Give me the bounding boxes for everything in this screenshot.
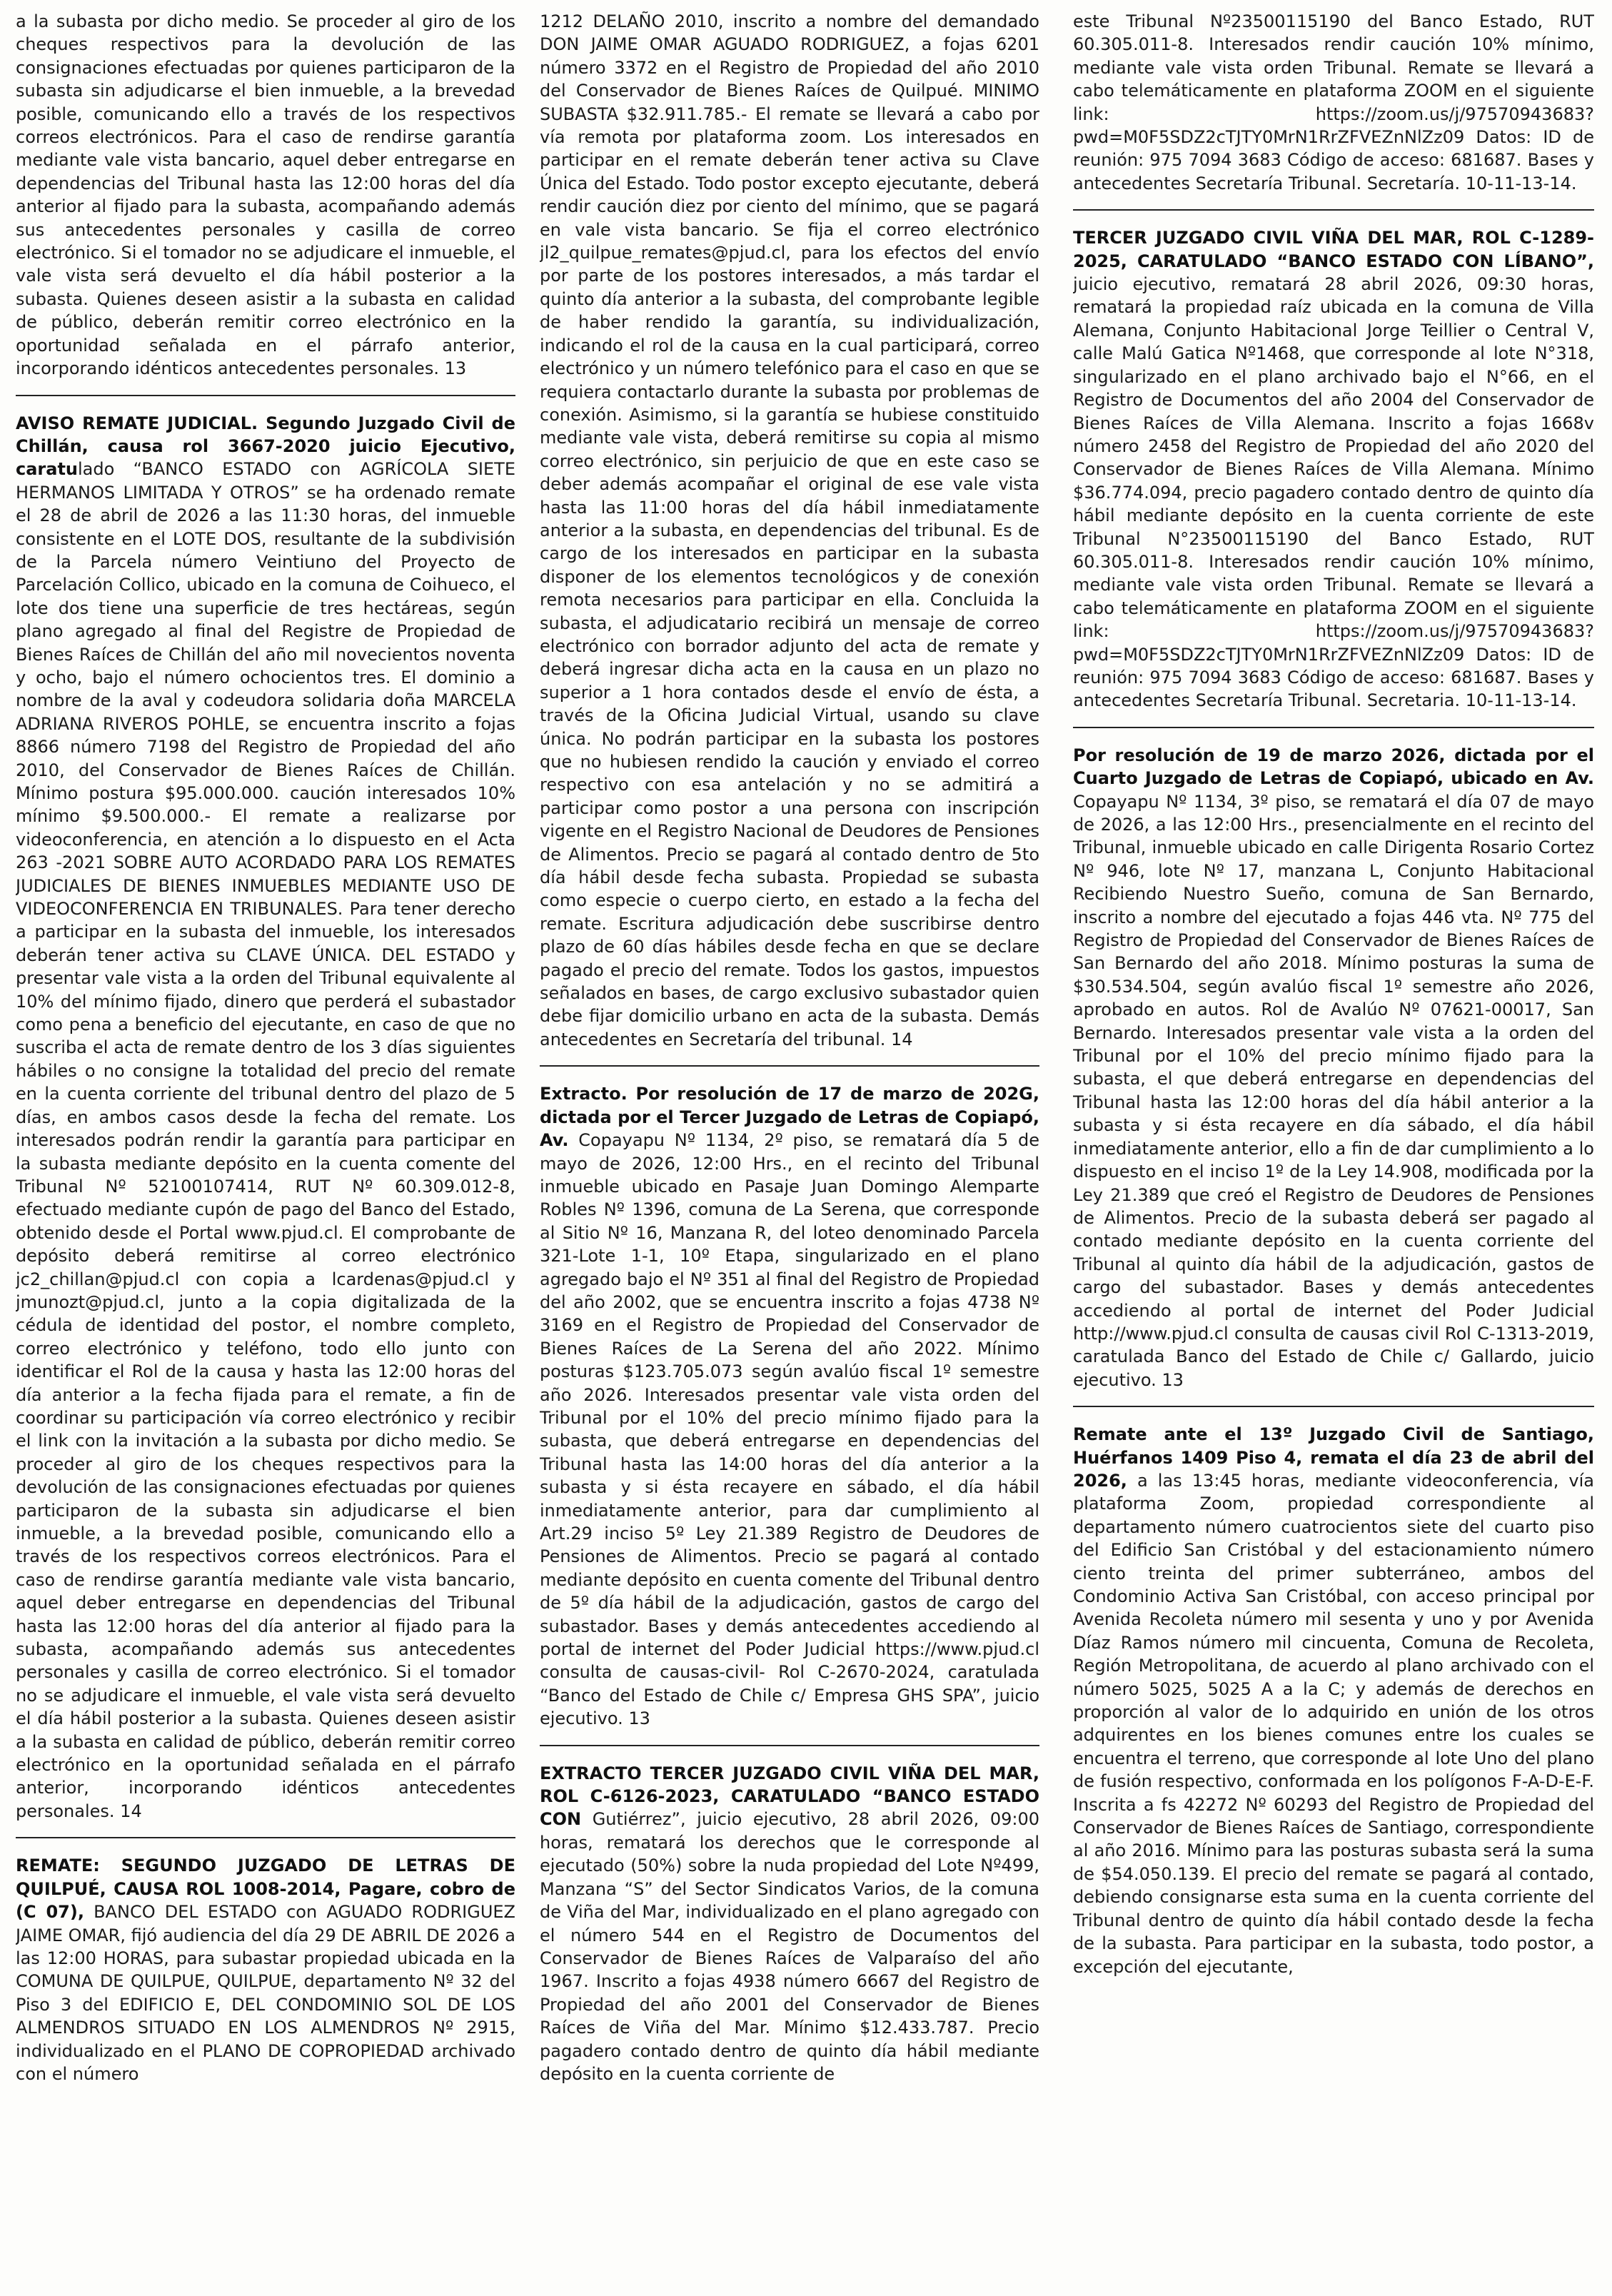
notice-cuarto-copiapo bbox=[1073, 744, 1594, 1391]
notice-text: a las 13:45 horas, mediante videoconferencia, vía plataforma Zoom, propiedad correspondiente al departamento número cuatrocientos siete del cuarto piso del Edificio San Cristóbal y del estacionamiento número ciento treinta del primer subterráneo, ambos del Condominio Activa San Cristóbal, con acceso principal por Avenida Recoleta número mil sesenta y uno y por Avenida Díaz Ramos número mil cincuenta, Comuna de Recoleta, Región Metropolitana, de acuerdo al plano archivado con el número 5025, 5025 A a la C; y además de derechos en proporción al valor de lo adquirido en unión de los otros adquirentes en los bienes comunes entre los cuales se encuentra el terreno, que corresponde al lote Uno del plano de fusión respectivo, conformada en los polígonos F-A-D-E-F. Inscrita a fs 42272 Nº 60293 del Registro de Propiedad del Conservador de Bienes Raíces de Santiago, correspondiente al año 2016. Mínimo para las posturas subasta será la suma de $54.050.139. El precio del remate se pagará al contado, debiendo consignarse esta suma en la cuenta corriente del Tribunal dentro de quinto día hábil contado desde la fecha de la subasta. Para participar en la subasta, todo postor, a excepción del ejecutante, bbox=[1073, 1470, 1594, 1977]
notice-divider bbox=[540, 1065, 1039, 1067]
notice-divider bbox=[16, 395, 515, 396]
notice-extracto-copiapo bbox=[540, 1082, 1039, 1730]
notice-heading: TERCER JUZGADO CIVIL VIÑA DEL MAR, ROL C-1289-2025, CARATULADO “BANCO ESTADO CON LÍBANO”, bbox=[1073, 228, 1594, 271]
column-3 bbox=[1073, 10, 1594, 2280]
notice-heading: EXTRACTO TERCER JUZGADO CIVIL VIÑA DEL MAR, ROL C-6126-2023, CARATULADO “BANCO ESTADO CON bbox=[540, 1763, 1039, 1830]
notice-santiago-13 bbox=[1073, 1423, 1594, 1978]
notice-heading: Extracto. Por resolución de 17 de marzo de 202G, dictada por el Tercer Juzgado de Letras de Copiapó, Av. bbox=[540, 1084, 1039, 1151]
notice-continuation bbox=[16, 10, 515, 381]
notice-text: lado “BANCO ESTADO con AGRÍCOLA SIETE HERMANOS LIMITADA Y OTROS” se ha ordenado remate el 28 de abril de 2026 a las 11:30 horas, del inmueble consistente en el LOTE DOS, resultante de la subdivisión de la Parcela número Veintiuno del Proyecto de Parcelación Collico, ubicado en la comuna de Coihueco, el lote dos tiene una superficie de tres hectáreas, según plano agregado al final del Registre de Propiedad de Bienes Raíces de Chillán del año mil novecientos noventa y ocho, bajo el número ochocientos tres. El dominio a nombre de la aval y codeudora solidaria doña MARCELA ADRIANA RIVEROS POHLE, se encuentra inscrito a fojas 8866 número 7198 del Registro de Propiedad del año 2010, del Conservador de Bienes Raíces de Chillán. Mínimo postura $95.000.000. caución interesados 10% mínimo $9.500.000.- El remate a realizarse por videoconferencia, en atención a lo dispuesto en el Acta 263 -2021 SOBRE AUTO ACORDADO PARA LOS REMATES JUDICIALES DE BIENES INMUEBLES MEDIANTE USO DE VIDEOCONFERENCIA EN TRIBUNALES. Para tener derecho a participar en la subasta del inmueble, los interesados deberán tener activa su CLAVE ÚNICA. DEL ESTADO y presentar vale vista a la orden del Tribunal equivalente al 10% del mínimo fijado, dinero que perderá el subastador como pena a beneficio del ejecutante, en caso de que no suscriba el acta de remate dentro de los 3 días siguientes hábiles o no consigne la totalidad del precio del remate en la cuenta corriente del tribunal dentro del plazo de 5 días, en ambos casos desde la fecha del remate. Los interesados podrán rendir la garantía para participar en la subasta mediante depósito en la cuenta comente del Tribunal Nº 52100107414, RUT Nº 60.309.012-8, efectuado mediante cupón de pago del Banco del Estado, obtenido desde el Portal www.pjud.cl. El comprobante de depósito deberá remitirse al correo electrónico jc2_chillan@pjud.cl con copia a lcardenas@pjud.cl y jmunozt@pjud.cl, junto a la copia digitalizada de la cédula de identidad del postor, el nombre completo, correo electrónico y teléfono, todo ello junto con identificar el Rol de la causa y hasta las 12:00 horas del día anterior a la fecha fijada para el remate, a fin de coordinar su participación vía correo electrónico y recibir el link con la invitación a la subasta por dicho medio. Se proceder al giro de los cheques respectivos para la devolución de las consignaciones efectuadas por quienes participaron de la subasta sin adjudicarse el bien inmueble, a la brevedad posible, comunicando ello a través de los respectivos correos electrónicos. Para el caso de rendirse garantía mediante vale vista bancario, aquel deber entregarse en dependencias del Tribunal hasta las 12:00 horas del día anterior al fijado para la subasta, acompañando además sus antecedentes personales y casilla de correo electrónico. Si el tomador no se adjudicare el inmueble, el vale vista será devuelto el día hábil posterior a la subasta. Quienes deseen asistir a la subasta en calidad de público, deberán remitir correo electrónico en la oportunidad señalada en el párrafo anterior, incorporando idénticos antecedentes personales. 14 bbox=[16, 459, 515, 1821]
notice-text: BANCO DEL ESTADO con AGUADO RODRIGUEZ JAIME OMAR, fijó audiencia del día 29 DE ABRIL DE 2026 a las 12:00 HORAS, para subastar propiedad ubicada en la COMUNA DE QUILPUE, QUILPUE, departamento Nº 32 del Piso 3 del EDIFICIO E, DEL CONDOMINIO SOL DE LOS ALMENDROS SITUADO EN LOS ALMENDROS Nº 2915, individualizado en el PLANO DE COPROPIEDAD archivado con el número bbox=[16, 1902, 515, 2084]
notice-heading: AVISO REMATE JUDICIAL. Segundo Juzgado Civil de Chillán, causa rol 3667-2020 juicio Ejecutivo, caratu bbox=[16, 413, 515, 480]
notice-text: Gutiérrez”, juicio ejecutivo, 28 abril 2026, 09:00 horas, rematará los derechos que le corresponde al ejecutado (50%) sobre la nuda propiedad del Lote Nº499, Manzana “S” del Sector Sindicatos Varios, de la comuna de Viña del Mar, individualizado en el plano agregado con el número 544 en el Registro de Documentos del Conservador de Bienes Raíces de Valparaíso del año 1967. Inscrito a fojas 4938 número 6667 del Registro de Propiedad del año 2001 del Conservador de Bienes Raíces de Viña del Mar. Mínimo $12.433.787. Precio pagadero contado dentro de quinto día hábil mediante depósito en la cuenta corriente de bbox=[540, 1809, 1039, 2084]
notice-continuation bbox=[540, 10, 1039, 1051]
notice-text: 1212 DELAÑO 2010, inscrito a nombre del demandado DON JAIME OMAR AGUADO RODRIGUEZ, a fojas 6201 número 3372 en el Registro de Propiedad del año 2010 del Conservador de Bienes Raíces de Quilpué. MINIMO SUBASTA $32.911.785.- El remate se llevará a cabo por vía remota por plataforma zoom. Los interesados en participar en el remate deberán tener activa su Clave Única del Estado. Todo postor excepto ejecutante, deberá rendir caución diez por ciento del mínimo, que se pagará en vale vista bancario. Se fija el correo electrónico jl2_quilpue_remates@pjud.cl, para los efectos del envío por parte de los postores interesados, a más tardar el quinto día anterior a la subasta, del comprobante legible de haber rendido la garantía, su individualización, indicando el rol de la causa en la cual participará, correo electrónico y un número telefónico para el caso en que se requiera contactarlo durante la subasta por problemas de conexión. Asimismo, si la garantía se hubiese constituido mediante vale vista, deberá remitirse su copia al mismo correo electrónico, sin perjuicio de que en este caso se deber además acompañar el original de ese vale vista hasta las 11:00 horas del día hábil inmediatamente anterior a la subasta, en dependencias del tribunal. Es de cargo de los interesados en participar en la subasta disponer de los elementos tecnológicos y de conexión remota necesarios para participar en ella. Concluida la subasta, el adjudicatario recibirá un mensaje de correo electrónico con borrador adjunto del acta de remate y deberá ingresar dicha acta en la causa en un plazo no superior a 1 hora contados desde el envío de ésta, a través de la Oficina Judicial Virtual, usando su clave única. No podrán participar en la subasta los postores que no hubiesen rendido la caución y enviado el correo respectivo con esa antelación y no se admitirá a participar como postor a una persona con inscripción vigente en el Registro Nacional de Deudores de Pensiones de Alimentos. Precio se pagará al contado dentro de 5to día hábil desde fecha subasta. Propiedad se subasta como especie o cuerpo cierto, en estado a la fecha del remate. Escritura adjudicación debe suscribirse dentro plazo de 60 días hábiles desde fecha en que se declare pagado el precio del remate. Todos los gastos, impuestos señalados en bases, de cargo exclusivo subastador quien debe fijar domicilio urbano en acta de la subasta. Demás antecedentes en Secretaría del tribunal. 14 bbox=[540, 11, 1039, 1049]
notice-text: juicio ejecutivo, rematará 28 abril 2026, 09:30 horas, rematará la propiedad raíz ubicada en la comuna de Villa Alemana, Conjunto Habitacional Jorge Teillier o Central V, calle Malú Gatica Nº1468, que corresponde al lote N°318, singularizado en el plano archivado bajo el N°66, en el Registro de Documentos del año 2004 del Conservador de Bienes Raíces de Villa Alemana. Inscrito a fojas 1668v número 2458 del Registro de Propiedad del año 2020 del Conservador de Bienes Raíces de Villa Alemana. Mínimo $36.774.094, precio pagadero contado dentro de quinto día hábil mediante depósito en la cuenta corriente de este Tribunal N°23500115190 del Banco Estado, RUT 60.305.011-8. Interesados rendir caución 10% mínimo, mediante vale vista orden Tribunal. Remate se llevará a cabo telemáticamente en plataforma ZOOM en el siguiente link: https://zoom.us/j/97570943683?pwd=M0F5SDZ2cTJTY0MrN1RrZFVEZnNlZz09 Datos: ID de reunión: 975 7094 3683 Código de acceso: 681687. Bases y antecedentes Secretaría Tribunal. Secretaria. 10-11-13-14. bbox=[1073, 274, 1594, 711]
notice-divider bbox=[1073, 727, 1594, 728]
notice-divider bbox=[16, 1837, 515, 1838]
notice-divider bbox=[1073, 209, 1594, 211]
column-1 bbox=[16, 10, 515, 2280]
notice-heading: Por resolución de 19 de marzo 2026, dictada por el Cuarto Juzgado de Letras de Copiapó, ubicado en Av. bbox=[1073, 745, 1594, 789]
notice-divider bbox=[540, 1745, 1039, 1746]
notice-extracto-vina bbox=[540, 1762, 1039, 2086]
notice-vina-libano bbox=[1073, 226, 1594, 713]
column-2 bbox=[540, 10, 1039, 2280]
notice-text: Copayapu Nº 1134, 3º piso, se rematará el día 07 de mayo de 2026, a las 12:00 Hrs., presencialmente en el recinto del Tribunal, inmueble ubicado en calle Dirigenta Rosario Cortez Nº 946, lote Nº 17, manzana L, Conjunto Habitacional Recibiendo Nuestro Sueño, comuna de San Bernardo, inscrito a nombre del ejecutado a fojas 446 vta. Nº 775 del Registro de Propiedad del Conservador de Bienes Raíces de San Bernardo del año 2018. Mínimo posturas la suma de $30.534.504, según avalúo fiscal 1º semestre año 2026, aprobado en autos. Rol de Avalúo Nº 07621-00017, San Bernardo. Interesados presentar vale vista a la orden del Tribunal por el 10% del precio mínimo fijado para la subasta, el que deberá entregarse en dependencias del Tribunal hasta las 12:00 horas del día hábil anterior a la subasta y si ésta recayere en día sábado, el día hábil inmediatamente anterior, ello a fin de dar cumplimiento a lo dispuesto en el inciso 1º de la Ley 14.908, modificada por la Ley 21.389 que creó el Registro de Deudores de Pensiones de Alimentos. Precio de la subasta deberá ser pagado al contado mediante depósito en la cuenta corriente del Tribunal al quinto día hábil de la adjudicación, gastos de cargo del subastador. Bases y demás antecedentes accediendo al portal de internet del Poder Judicial http://www.pjud.cl consulta de causas civil Rol C-1313-2019, caratulada Banco del Estado de Chile c/ Gallardo, juicio ejecutivo. 13 bbox=[1073, 791, 1594, 1390]
notice-heading: REMATE: SEGUNDO JUZGADO DE LETRAS DE QUILPUÉ, CAUSA ROL 1008-2014, Pagare, cobro de (C 07), bbox=[16, 1856, 515, 1923]
notice-remate-quilpue bbox=[16, 1854, 515, 2085]
notice-text: a la subasta por dicho medio. Se proceder al giro de los cheques respectivos para la devolución de las consignaciones efectuadas por quienes participaron de la subasta sin adjudicarse el bien inmueble, a la brevedad posible, comunicando ello a través de los respectivos correos electrónicos. Para el caso de rendirse garantía mediante vale vista bancario, aquel deber entregarse en dependencias del Tribunal hasta las 12:00 horas del día anterior al fijado para la subasta, acompañando además sus antecedentes personales y casilla de correo electrónico. Si el tomador no se adjudicare el inmueble, el vale vista será devuelto el día hábil posterior a la subasta. Quienes deseen asistir a la subasta en calidad de público, deberán remitir correo electrónico en la oportunidad señalada en el párrafo anterior, incorporando idénticos antecedentes personales. 13 bbox=[16, 11, 515, 379]
notice-heading: Remate ante el 13º Juzgado Civil de Santiago, Huérfanos 1409 Piso 4, remata el día 23 de abril del 2026, bbox=[1073, 1424, 1594, 1491]
notice-remate-chillan bbox=[16, 412, 515, 1823]
notice-text: este Tribunal Nº23500115190 del Banco Estado, RUT 60.305.011-8. Interesados rendir caución 10% mínimo, mediante vale vista orden Tribunal. Remate se llevará a cabo telemáticamente en plataforma ZOOM en el siguiente link: https://zoom.us/j/97570943683?pwd=M0F5SDZ2cTJTY0MrN1RrZFVEZnNlZz09 Datos: ID de reunión: 975 7094 3683 Código de acceso: 681687. Bases y antecedentes Secretaría Tribunal. Secretaría. 10-11-13-14. bbox=[1073, 11, 1594, 193]
notice-divider bbox=[1073, 1406, 1594, 1407]
notice-continuation bbox=[1073, 10, 1594, 195]
notice-text: Copayapu Nº 1134, 2º piso, se rematará día 5 de mayo de 2026, 12:00 Hrs., en el recinto del Tribunal inmueble ubicado en Pasaje Juan Domingo Alemparte Robles Nº 1396, comuna de La Serena, que corresponde al Sitio Nº 16, Manzana R, del loteo denominado Parcela 321-Lote 1-1, 10º Etapa, singularizado en el plano agregado bajo el Nº 351 al final del Registro de Propiedad del año 2002, que se encuentra inscrito a fojas 4738 Nº 3169 en el Registro de Propiedad del Conservador de Bienes Raíces de La Serena del año 2022. Mínimo posturas $123.705.073 según avalúo fiscal 1º semestre año 2026. Interesados presentar vale vista orden del Tribunal por el 10% del precio mínimo fijado para la subasta, que deberá entregarse en dependencias del Tribunal hasta las 14:00 horas del día anterior a la subasta y si ésta recayere en sábado, el día hábil inmediatamente anterior, para dar cumplimiento al Art.29 inciso 5º Ley 21.389 Registro de Deudores de Pensiones de Alimentos. Precio se pagará al contado mediante depósito en cuenta comente del Tribunal dentro de 5º día hábil de la adjudicación, gastos de cargo del subastador. Bases y demás antecedentes accediendo al portal de internet del Poder Judicial https://www.pjud.cl consulta de causas-civil- Rol C-2670-2024, caratulada “Banco del Estado de Chile c/ Empresa GHS SPA”, juicio ejecutivo. 13 bbox=[540, 1130, 1039, 1729]
